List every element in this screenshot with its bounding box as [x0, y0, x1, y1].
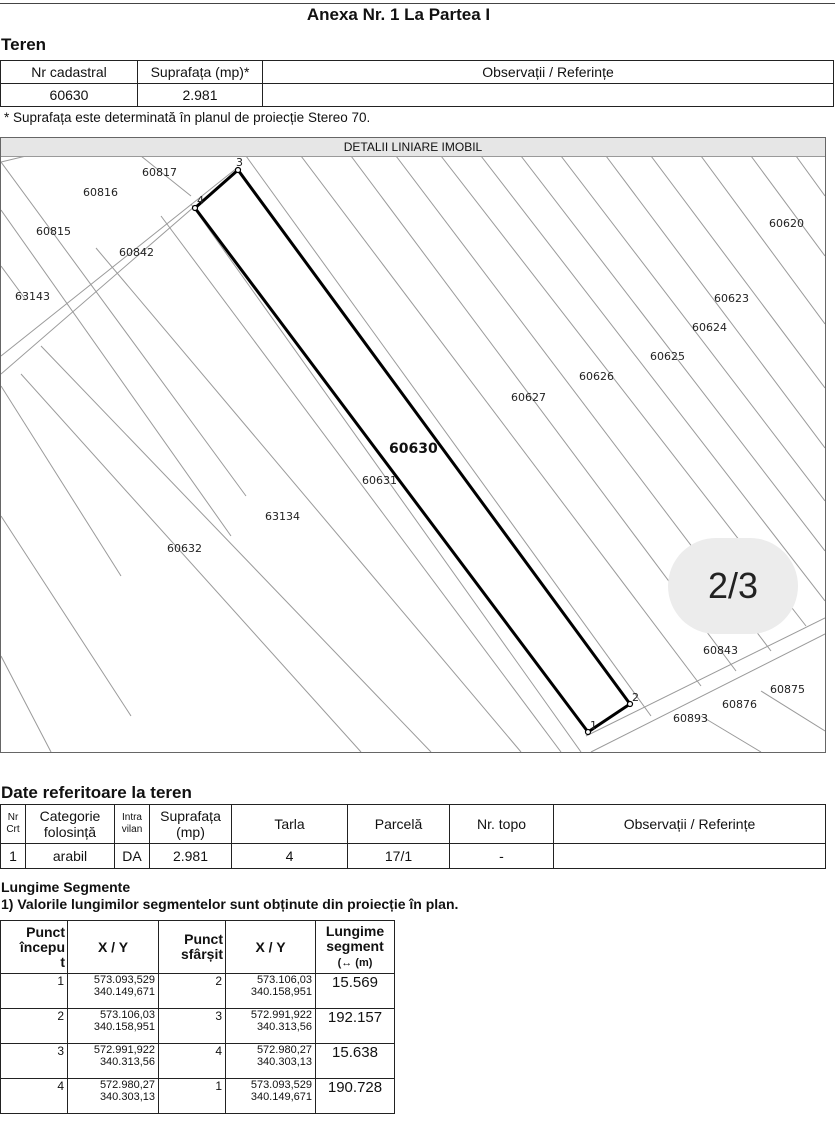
- teren-heading: Teren: [1, 35, 47, 54]
- parcel-label: 60631: [362, 474, 397, 487]
- segments-heading: Lungime Segmente: [1, 879, 131, 895]
- parcel-label: 60627: [511, 391, 546, 404]
- suprafata-cell: 2.981: [138, 84, 263, 107]
- column-header-xy: X / Y: [226, 921, 316, 974]
- cadastral-map: [1, 156, 825, 752]
- cell-nr-crt: 1: [1, 844, 26, 869]
- parcel-label: 60632: [167, 542, 202, 555]
- column-header-parcela: Parcelă: [348, 805, 450, 844]
- point-label-3: 3: [236, 156, 243, 169]
- table-row: [1, 1009, 395, 1044]
- column-header-categorie: Categorie folosință: [26, 805, 115, 844]
- parcel-label: 63143: [15, 290, 50, 303]
- page-indicator-badge: 2/3: [668, 538, 798, 634]
- main-parcel-label: 60630: [389, 441, 438, 457]
- cell-end-xy: 572.980,27 340.303,13: [226, 1044, 316, 1079]
- cell-nr-topo: -: [450, 844, 554, 869]
- segments-table: [0, 920, 395, 1114]
- column-header-intravilan: Intra vilan: [115, 805, 150, 844]
- parcel-label: 60817: [142, 166, 177, 179]
- point-label-4: 4: [197, 194, 204, 207]
- table-header-row: [1, 805, 826, 844]
- cell-end-xy: 573.093,529 340.149,671: [226, 1079, 316, 1114]
- cell-start-xy: 573.106,03 340.158,951: [68, 1009, 159, 1044]
- cell-length: 15.569: [316, 974, 395, 1009]
- parcel-label: 60893: [673, 712, 708, 725]
- column-header-tarla: Tarla: [232, 805, 348, 844]
- date-teren-heading: Date referitoare la teren: [1, 783, 192, 802]
- footnote: * Suprafața este determinată în planul de proiecție Stereo 70.: [4, 110, 371, 125]
- cell-end-xy: 572.991,922 340.313,56: [226, 1009, 316, 1044]
- cell-end-point: 1: [159, 1079, 226, 1114]
- cell-start-xy: 572.980,27 340.303,13: [68, 1079, 159, 1114]
- date-teren-table: [0, 804, 826, 869]
- cell-tarla: 4: [232, 844, 348, 869]
- cell-categorie: arabil: [26, 844, 115, 869]
- column-header-start: Punct începu t: [1, 921, 68, 974]
- cell-start-point: 2: [1, 1009, 68, 1044]
- column-header: Nr cadastral: [1, 61, 138, 84]
- column-header-end: Punct sfârșit: [159, 921, 226, 974]
- column-header-nr-crt: Nr Crt: [1, 805, 26, 844]
- column-header: Suprafața (mp)*: [138, 61, 263, 84]
- table-row: [1, 1044, 395, 1079]
- table-row: [1, 974, 395, 1009]
- point-label-1: 1: [590, 719, 597, 732]
- parcel-label: 63134: [265, 510, 300, 523]
- column-header-nr-topo: Nr. topo: [450, 805, 554, 844]
- cell-length: 190.728: [316, 1079, 395, 1114]
- column-header-length: Lungime segment (↔ (m): [316, 921, 395, 974]
- page-title: Anexa Nr. 1 La Partea I: [306, 5, 491, 24]
- cell-end-point: 2: [159, 974, 226, 1009]
- map-panel: [0, 137, 826, 753]
- cell-start-point: 4: [1, 1079, 68, 1114]
- nr-cadastral-cell: 60630: [1, 84, 138, 107]
- table-header-row: [1, 921, 395, 974]
- map-header: DETALII LINIARE IMOBIL: [1, 138, 825, 157]
- observatii-cell: [263, 84, 834, 107]
- table-row: [1, 1079, 395, 1114]
- cell-start-point: 3: [1, 1044, 68, 1079]
- cell-start-point: 1: [1, 974, 68, 1009]
- cell-intravilan: DA: [115, 844, 150, 869]
- cell-parcela: 17/1: [348, 844, 450, 869]
- parcel-label: 60626: [579, 370, 614, 383]
- cell-length: 192.157: [316, 1009, 395, 1044]
- segments-note: 1) Valorile lungimilor segmentelor sunt obținute din proiecție în plan.: [1, 896, 459, 912]
- cell-observatii: [554, 844, 826, 869]
- table-header-row: [1, 61, 834, 84]
- parcel-label: 60625: [650, 350, 685, 363]
- parcel-label: 60815: [36, 225, 71, 238]
- cell-start-xy: 573.093,529 340.149,671: [68, 974, 159, 1009]
- parcel-label: 60620: [769, 217, 804, 230]
- column-header-observatii: Observații / Referințe: [554, 805, 826, 844]
- table-row: [1, 844, 826, 869]
- parcel-label: 60623: [714, 292, 749, 305]
- cell-length: 15.638: [316, 1044, 395, 1079]
- cell-suprafata: 2.981: [150, 844, 232, 869]
- cell-end-point: 3: [159, 1009, 226, 1044]
- column-header: Observații / Referințe: [263, 61, 834, 84]
- column-header-xy: X / Y: [68, 921, 159, 974]
- column-header-suprafata: Suprafața (mp): [150, 805, 232, 844]
- cell-end-point: 4: [159, 1044, 226, 1079]
- parcel-label: 60624: [692, 321, 727, 334]
- cell-end-xy: 573.106,03 340.158,951: [226, 974, 316, 1009]
- parcel-label: 60843: [703, 644, 738, 657]
- cell-start-xy: 572.991,922 340.313,56: [68, 1044, 159, 1079]
- parcel-label: 60876: [722, 698, 757, 711]
- teren-table: [0, 60, 834, 107]
- parcel-label: 60842: [119, 246, 154, 259]
- table-row: [1, 84, 834, 107]
- parcel-label: 60816: [83, 186, 118, 199]
- point-label-2: 2: [632, 691, 639, 704]
- parcel-label: 60875: [770, 683, 805, 696]
- top-rule: [0, 3, 835, 4]
